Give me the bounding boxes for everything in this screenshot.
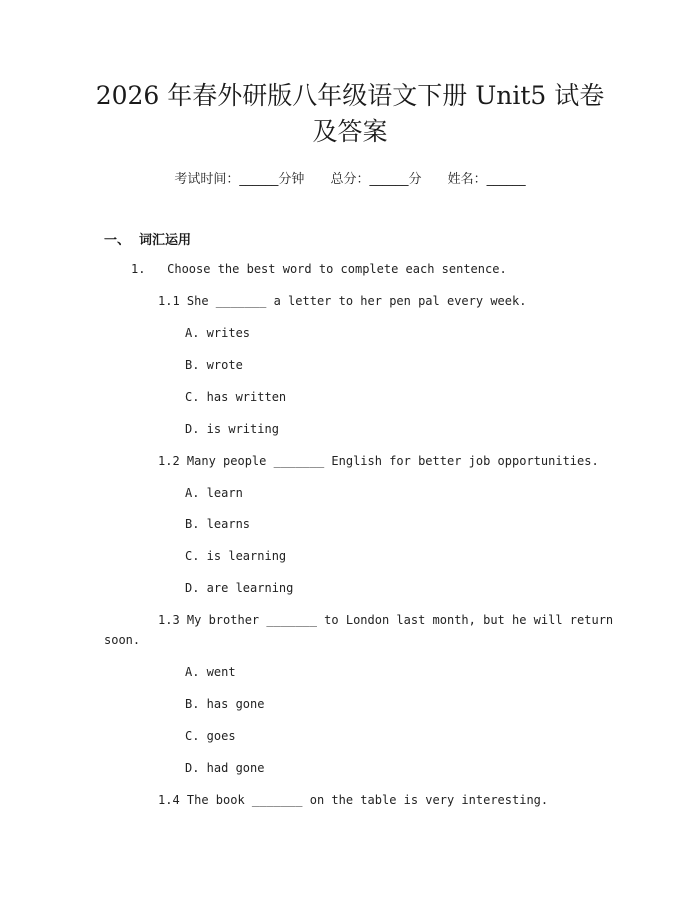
student-name: 姓名：______: [447, 172, 526, 187]
answer-option: A. learn: [185, 486, 243, 500]
answer-option: A. writes: [185, 326, 251, 340]
exam-info: [0, 168, 700, 187]
question-stem: 1.2 Many people _______ English for better job opportunities.: [158, 454, 599, 468]
answer-option: B. has gone: [185, 697, 265, 711]
section-heading: [104, 229, 191, 248]
total-score: 总分：______分: [330, 172, 422, 187]
answer-option: D. is writing: [185, 422, 279, 436]
answer-option: A. went: [185, 665, 236, 679]
title-line-1: 2026 年春外研版八年级语文下册 Unit5 试卷: [95, 81, 605, 110]
question-stem: 1.1 She _______ a letter to her pen pal every week.: [158, 294, 527, 308]
document-title: [60, 78, 640, 150]
section-number: 一、: [104, 233, 131, 248]
title-line-2: 及答案: [312, 117, 388, 146]
answer-option: D. are learning: [185, 581, 294, 595]
answer-option: C. is learning: [185, 549, 287, 563]
answer-option: B. learns: [185, 517, 251, 531]
answer-option: D. had gone: [185, 761, 265, 775]
answer-option: C. has written: [185, 390, 287, 404]
question-stem: 1.3 My brother _______ to London last month, but he will return: [158, 613, 614, 627]
section-title: 词汇运用: [139, 233, 192, 248]
answer-option: C. goes: [185, 729, 236, 743]
exam-time: 考试时间：______分钟: [174, 172, 305, 187]
question-stem-continuation: soon.: [104, 633, 141, 647]
question-stem: 1.4 The book _______ on the table is very interesting.: [158, 793, 549, 807]
question-instruction: 1. Choose the best word to complete each sentence.: [131, 262, 507, 276]
answer-option: B. wrote: [185, 358, 243, 372]
